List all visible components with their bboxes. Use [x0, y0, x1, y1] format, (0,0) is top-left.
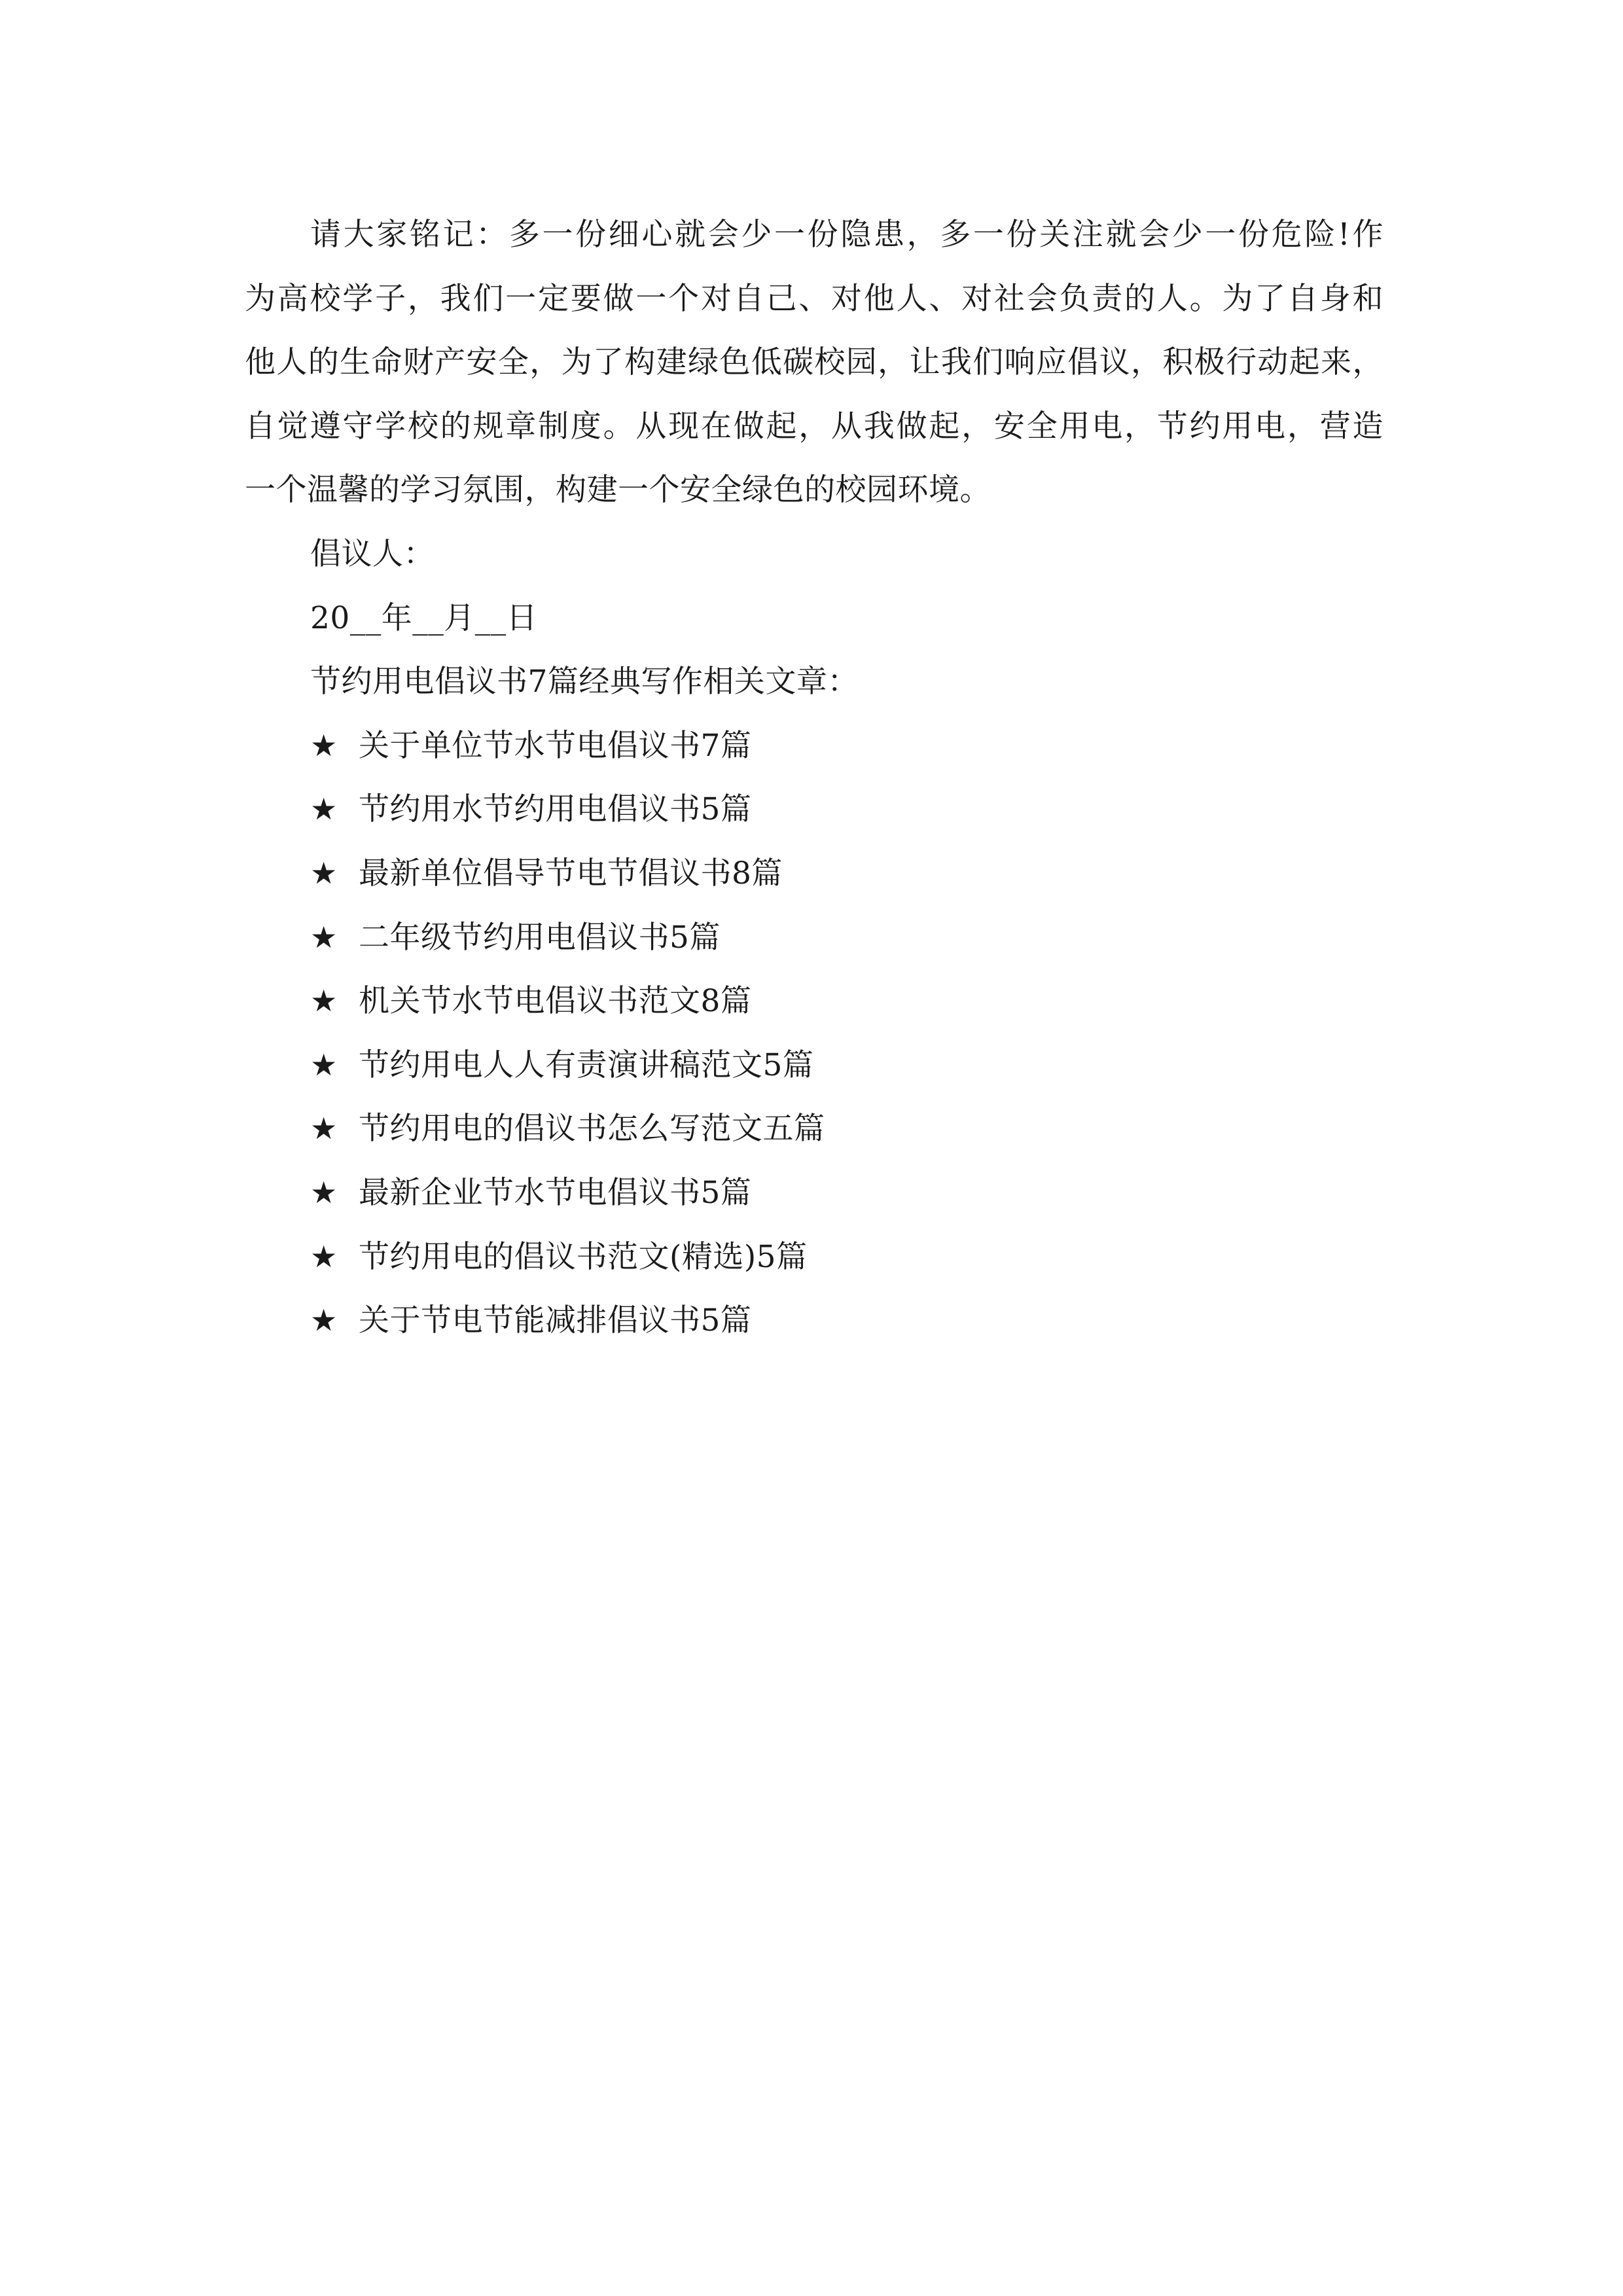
star-icon: ★	[310, 919, 338, 955]
related-link-item[interactable]	[245, 969, 1383, 1033]
related-link-item[interactable]	[245, 1225, 1383, 1289]
star-icon: ★	[310, 1047, 338, 1083]
paragraph-line: 自觉遵守学校的规章制度。从现在做起，从我做起，安全用电，节约用电，营造	[245, 408, 1383, 444]
star-icon: ★	[310, 727, 338, 763]
related-link-text[interactable]: 机关节水节电倡议书范文8篇	[359, 983, 752, 1020]
star-icon: ★	[310, 855, 338, 891]
related-link-item[interactable]	[245, 906, 1383, 970]
related-link-item[interactable]	[245, 842, 1383, 906]
star-icon: ★	[310, 1302, 338, 1338]
paragraph-line: 他人的生命财产安全，为了构建绿色低碳校园，让我们响应倡议，积极行动起来，	[245, 344, 1383, 381]
related-link-text[interactable]: 最新企业节水节电倡议书5篇	[359, 1174, 752, 1211]
star-icon: ★	[310, 791, 338, 827]
related-link-text[interactable]: 二年级节约用电倡议书5篇	[359, 919, 721, 956]
related-articles-heading: 节约用电倡议书7篇经典写作相关文章：	[310, 664, 859, 700]
related-link-text[interactable]: 最新单位倡导节电节倡议书8篇	[359, 855, 783, 891]
related-link-text[interactable]: 关于单位节水节电倡议书7篇	[359, 727, 752, 764]
related-link-item[interactable]	[245, 1033, 1383, 1098]
related-link-item[interactable]	[245, 1289, 1383, 1353]
signature-label: 倡议人：	[310, 535, 435, 572]
star-icon: ★	[310, 983, 338, 1019]
star-icon: ★	[310, 1238, 338, 1274]
related-link-text[interactable]: 节约用电的倡议书范文(精选)5篇	[359, 1238, 808, 1275]
paragraph-line: 为高校学子，我们一定要做一个对自己、对他人、对社会负责的人。为了自身和	[245, 280, 1383, 317]
related-link-item[interactable]	[245, 1097, 1383, 1161]
date-line: 20__年__月__日	[310, 600, 538, 636]
star-icon: ★	[310, 1174, 338, 1210]
related-link-text[interactable]: 节约用电的倡议书怎么写范文五篇	[359, 1111, 825, 1147]
related-link-item[interactable]	[245, 1161, 1383, 1225]
related-link-text[interactable]: 节约用水节约用电倡议书5篇	[359, 791, 752, 828]
related-link-item[interactable]	[245, 778, 1383, 842]
star-icon: ★	[310, 1111, 338, 1147]
paragraph-line: 请大家铭记：多一份细心就会少一份隐患，多一份关注就会少一份危险!作	[310, 217, 1383, 253]
related-link-text[interactable]: 节约用电人人有责演讲稿范文5篇	[359, 1047, 814, 1083]
related-link-text[interactable]: 关于节电节能减排倡议书5篇	[359, 1302, 752, 1339]
related-link-item[interactable]	[245, 714, 1383, 778]
document-body	[245, 203, 1383, 1353]
paragraph-line: 一个温馨的学习氛围，构建一个安全绿色的校园环境。	[245, 472, 991, 509]
